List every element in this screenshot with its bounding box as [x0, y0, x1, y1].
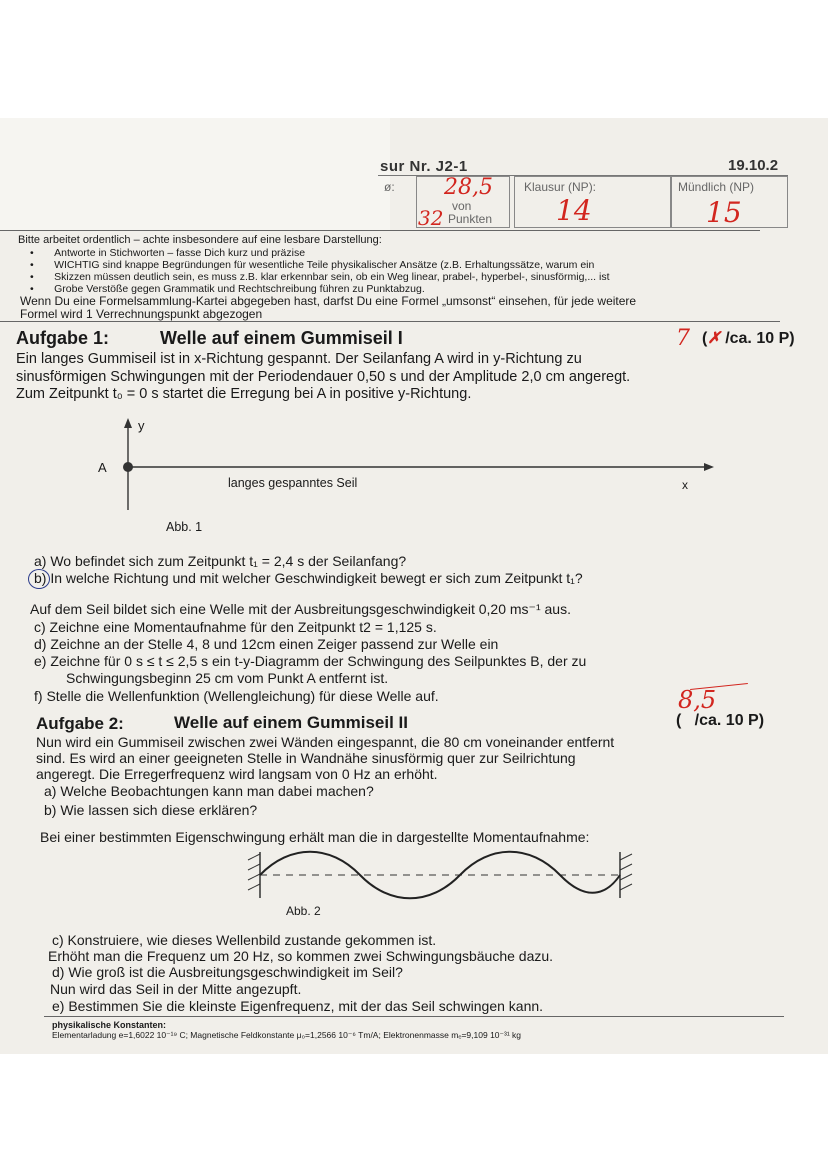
- constants-rule: [44, 1016, 784, 1017]
- task2-question-a: a) Welche Beobachtungen kann man dabei machen?: [44, 783, 374, 799]
- task2-text-3: angeregt. Die Erregerfrequenz wird langsam von 0 Hz an erhöht.: [36, 766, 438, 782]
- klausur-label: Klausur (NP):: [524, 180, 597, 194]
- task1-points: (✗ /ca. 10 P): [702, 328, 795, 347]
- instructions-bottom-rule: [0, 321, 780, 322]
- task2-points: ( /ca. 10 P): [676, 712, 765, 729]
- task1-text-2: sinusförmigen Schwingungen mit der Periodendauer 0,50 s und der Amplitude 2,0 cm angeregt.: [16, 369, 631, 385]
- figure-2-standing-wave: [240, 846, 640, 906]
- task1-question-f: f) Stelle die Wellenfunktion (Wellengleichung) für diese Welle auf.: [34, 688, 439, 704]
- bullet-3: • Skizzen müssen deutlich sein, es muss z.B. klar erkennbar sein, ob ein Weg linear, prabel-, hyperbel-, sinusförmig,... ist: [30, 271, 610, 283]
- bullet-2: • WICHTIG sind knappe Begründungen für wesentliche Teile physikalischer Ansätze (z.B. Erhaltungssätze, warum ein: [30, 259, 595, 271]
- task2-title: Welle auf einem Gummiseil II: [174, 713, 408, 732]
- task2-intro-2: Bei einer bestimmten Eigenschwingung erhält man die in dargestellte Momentaufnahme:: [40, 829, 590, 845]
- task2-text-5: Nun wird das Seil in der Mitte angezupft.: [50, 981, 302, 997]
- constants-line-1: Elementarladung e=1,6022 10⁻¹⁹ C; Magnetische Feldkonstante μ₀=1,2566 10⁻⁶ Tm/A; Elektronenmasse mₑ=9,109 10⁻³¹ kg: [52, 1030, 522, 1040]
- task1-question-d: d) Zeichne an der Stelle 4, 8 und 12cm einen Zeiger passend zur Welle ein: [34, 636, 499, 652]
- task1-text-1: Ein langes Gummiseil ist in x-Richtung gespannt. Der Seilanfang A wird in y-Richtung zu: [16, 351, 582, 367]
- constants-title: physikalische Konstanten:: [52, 1020, 167, 1030]
- figure-1-point-a: A: [98, 460, 107, 475]
- task2-text-1: Nun wird ein Gummiseil zwischen zwei Wänden eingespannt, die 80 cm voneinander entfernt: [36, 734, 615, 750]
- muendlich-score-handwritten: 15: [706, 196, 742, 229]
- task1-label: Aufgabe 1:: [16, 328, 110, 348]
- task1-title: Welle auf einem Gummiseil I: [160, 328, 403, 348]
- exam-title: sur Nr. J2-1: [380, 158, 468, 175]
- formula-note-line1: Wenn Du eine Formelsammlung-Kartei abgegeben hast, darfst Du eine Formel „umsonst“ einsehen, für jede weitere: [20, 294, 637, 308]
- task2-text-4: Erhöht man die Frequenz um 20 Hz, so kommen zwei Schwingungsbäuche dazu.: [48, 948, 554, 964]
- bullet-1: • Antworte in Stichworten – fasse Dich kurz und präzise: [30, 247, 306, 259]
- figure-1-y-label: y: [138, 418, 145, 433]
- task2-text-2: sind. Es wird an einer geeigneten Stelle in Wandnähe sinusförmig quer zur Seilrichtung: [36, 750, 576, 766]
- klausur-score-handwritten: 14: [556, 194, 592, 227]
- task1-text-3: Zum Zeitpunkt t₀ = 0 s startet die Erregung bei A in positive y-Richtung.: [16, 386, 472, 402]
- points-label: Punkten: [448, 212, 493, 226]
- task1-question-c: c) Zeichne eine Momentaufnahme für den Zeitpunkt t2 = 1,125 s.: [34, 619, 437, 635]
- figure-1-caption: Abb. 1: [166, 520, 203, 534]
- score-handwritten: 28,5: [444, 175, 493, 200]
- figure-1-x-label: x: [682, 478, 688, 492]
- question-b-circle-mark: [28, 569, 50, 589]
- task2-question-c: c) Konstruiere, wie dieses Wellenbild zustande gekommen ist.: [52, 932, 437, 948]
- task1-question-e-cont: Schwingungsbeginn 25 cm vom Punkt A entfernt ist.: [66, 670, 389, 686]
- task2-question-e: e) Bestimmen Sie die kleinste Eigenfrequenz, mit der das Seil schwingen kann.: [52, 998, 544, 1014]
- task2-score-handwritten: 8,5: [678, 686, 717, 714]
- task1-intro-2: Auf dem Seil bildet sich eine Welle mit der Ausbreitungsgeschwindigkeit 0,20 ms⁻¹ aus.: [30, 601, 571, 617]
- task1-question-b: b) In welche Richtung und mit welcher Geschwindigkeit bewegt er sich zum Zeitpunkt t₁?: [34, 570, 583, 586]
- von-label: von: [452, 199, 472, 213]
- task2-question-b: b) Wie lassen sich diese erklären?: [44, 802, 258, 818]
- task1-question-e: e) Zeichne für 0 s ≤ t ≤ 2,5 s ein t-y-Diagramm der Schwingung des Seilpunktes B, der zu: [34, 653, 587, 669]
- instructions-intro: Bitte arbeitet ordentlich – achte insbesondere auf eine lesbare Darstellung:: [18, 234, 382, 246]
- task1-question-a: a) Wo befindet sich zum Zeitpunkt t₁ = 2,4 s der Seilanfang?: [34, 553, 407, 569]
- task2-label: Aufgabe 2:: [36, 714, 124, 733]
- points-total-handwritten: 32: [418, 206, 444, 230]
- task2-question-d: d) Wie groß ist die Ausbreitungsgeschwindigkeit im Seil?: [52, 964, 403, 980]
- paper-fold: [0, 118, 390, 230]
- formula-note-line2: Formel wird 1 Verrechnungspunkt abgezogen: [20, 307, 263, 321]
- figure-2-caption: Abb. 2: [286, 904, 321, 918]
- instructions-rule: [0, 230, 760, 231]
- muendlich-label: Mündlich (NP): [678, 180, 755, 194]
- exam-date: 19.10.2: [728, 157, 779, 174]
- average-label: ø:: [384, 180, 395, 194]
- figure-1-rope-label: langes gespanntes Seil: [228, 476, 358, 490]
- task1-score-handwritten: 7: [676, 326, 690, 351]
- figure-1-rope: [60, 412, 740, 542]
- bullet-4: • Grobe Verstöße gegen Grammatik und Rechtschreibung führen zu Punktabzug.: [30, 283, 425, 295]
